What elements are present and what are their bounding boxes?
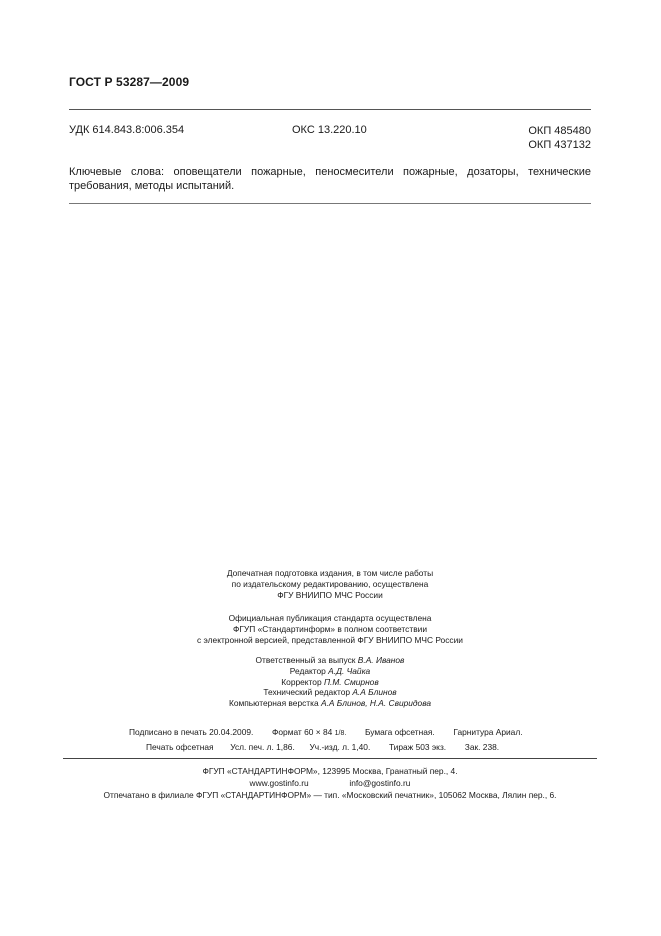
- credit-layout: [150, 698, 510, 709]
- official-line-3: с электронной версией, представленной ФГУ ВНИИПО МЧС России: [197, 634, 463, 645]
- credit-corrector: [150, 677, 510, 688]
- credit-label: Компьютерная верстка: [228, 698, 319, 709]
- uch-sheets: Уч.-изд. л. 1,40.: [309, 742, 371, 752]
- font-type: Гарнитура Ариал.: [453, 727, 523, 737]
- prepress-line-3: ФГУ ВНИИПО МЧС России: [277, 589, 383, 600]
- official-line-2: ФГУП «Стандартинформ» в полном соответствии: [233, 623, 427, 634]
- print-run: Тираж 503 экз.: [388, 742, 447, 752]
- credit-label: Технический редактор: [263, 687, 351, 698]
- printed-by: Отпечатано в филиале ФГУП «СТАНДАРТИНФОРМ» — тип. «Московский печатник», 105062 Москва, Лялин пер., 6.: [103, 790, 557, 800]
- format-label: Формат 60 × 84: [272, 727, 333, 737]
- website-link[interactable]: www.gostinfo.ru: [249, 778, 309, 788]
- credit-name: А.А Блинов: [352, 687, 397, 698]
- publisher-address: ФГУП «СТАНДАРТИНФОРМ», 123995 Москва, Гранатный пер., 4.: [202, 766, 458, 776]
- prepress-block: [150, 568, 510, 600]
- paper-type: Бумага офсетная.: [364, 727, 435, 737]
- official-publication-block: [150, 613, 510, 645]
- email-link[interactable]: info@gostinfo.ru: [349, 778, 411, 788]
- credit-label: Ответственный за выпуск: [255, 655, 356, 665]
- publication-row-2: [146, 742, 499, 752]
- okp-code-1: ОКП 485480: [528, 125, 591, 137]
- udk-code: УДК 614.843.8:006.354: [69, 124, 185, 136]
- credit-responsible: [150, 655, 510, 666]
- credit-name: А.Д. Чайка: [328, 665, 371, 676]
- keywords-divider: [69, 203, 591, 204]
- credit-name: А.А Блинов, Н.А. Свиридова: [320, 698, 432, 709]
- credit-label: Корректор: [281, 676, 322, 687]
- contact-line: [63, 777, 597, 789]
- footer-divider: [63, 758, 597, 759]
- oks-code: ОКС 13.220.10: [292, 124, 367, 136]
- format-fraction: 1/8.: [334, 730, 347, 737]
- credits-block: [150, 655, 510, 709]
- prepress-line-1: Допечатная подготовка издания, в том числе работы: [226, 568, 434, 578]
- order-number: Зак. 238.: [464, 742, 500, 752]
- credit-editor: [150, 666, 510, 677]
- top-divider: [69, 109, 591, 110]
- print-method: Печать офсетная: [146, 742, 214, 752]
- okp-codes: [528, 124, 591, 152]
- official-line-1: Официальная публикация стандарта осуществлена: [228, 613, 432, 623]
- credit-label: Редактор: [289, 665, 326, 676]
- standard-code: ГОСТ Р 53287—2009: [69, 75, 190, 89]
- prepress-line-2: по издательскому редактированию, осуществлена: [231, 578, 429, 589]
- usl-sheets: Усл. печ. л. 1,86.: [230, 742, 295, 752]
- signed-date: Подписано в печать 20.04.2009.: [129, 727, 254, 737]
- credit-tech-editor: [150, 687, 510, 698]
- publication-row-1: [129, 727, 523, 737]
- credit-name: П.М. Смирнов: [323, 676, 379, 687]
- okp-code-2: ОКП 437132: [528, 139, 591, 151]
- keywords-paragraph: Ключевые слова: оповещатели пожарные, пеносмесители пожарные, дозаторы, технические требования, методы испытаний.: [69, 166, 591, 192]
- credit-name: В.А. Иванов: [357, 655, 405, 665]
